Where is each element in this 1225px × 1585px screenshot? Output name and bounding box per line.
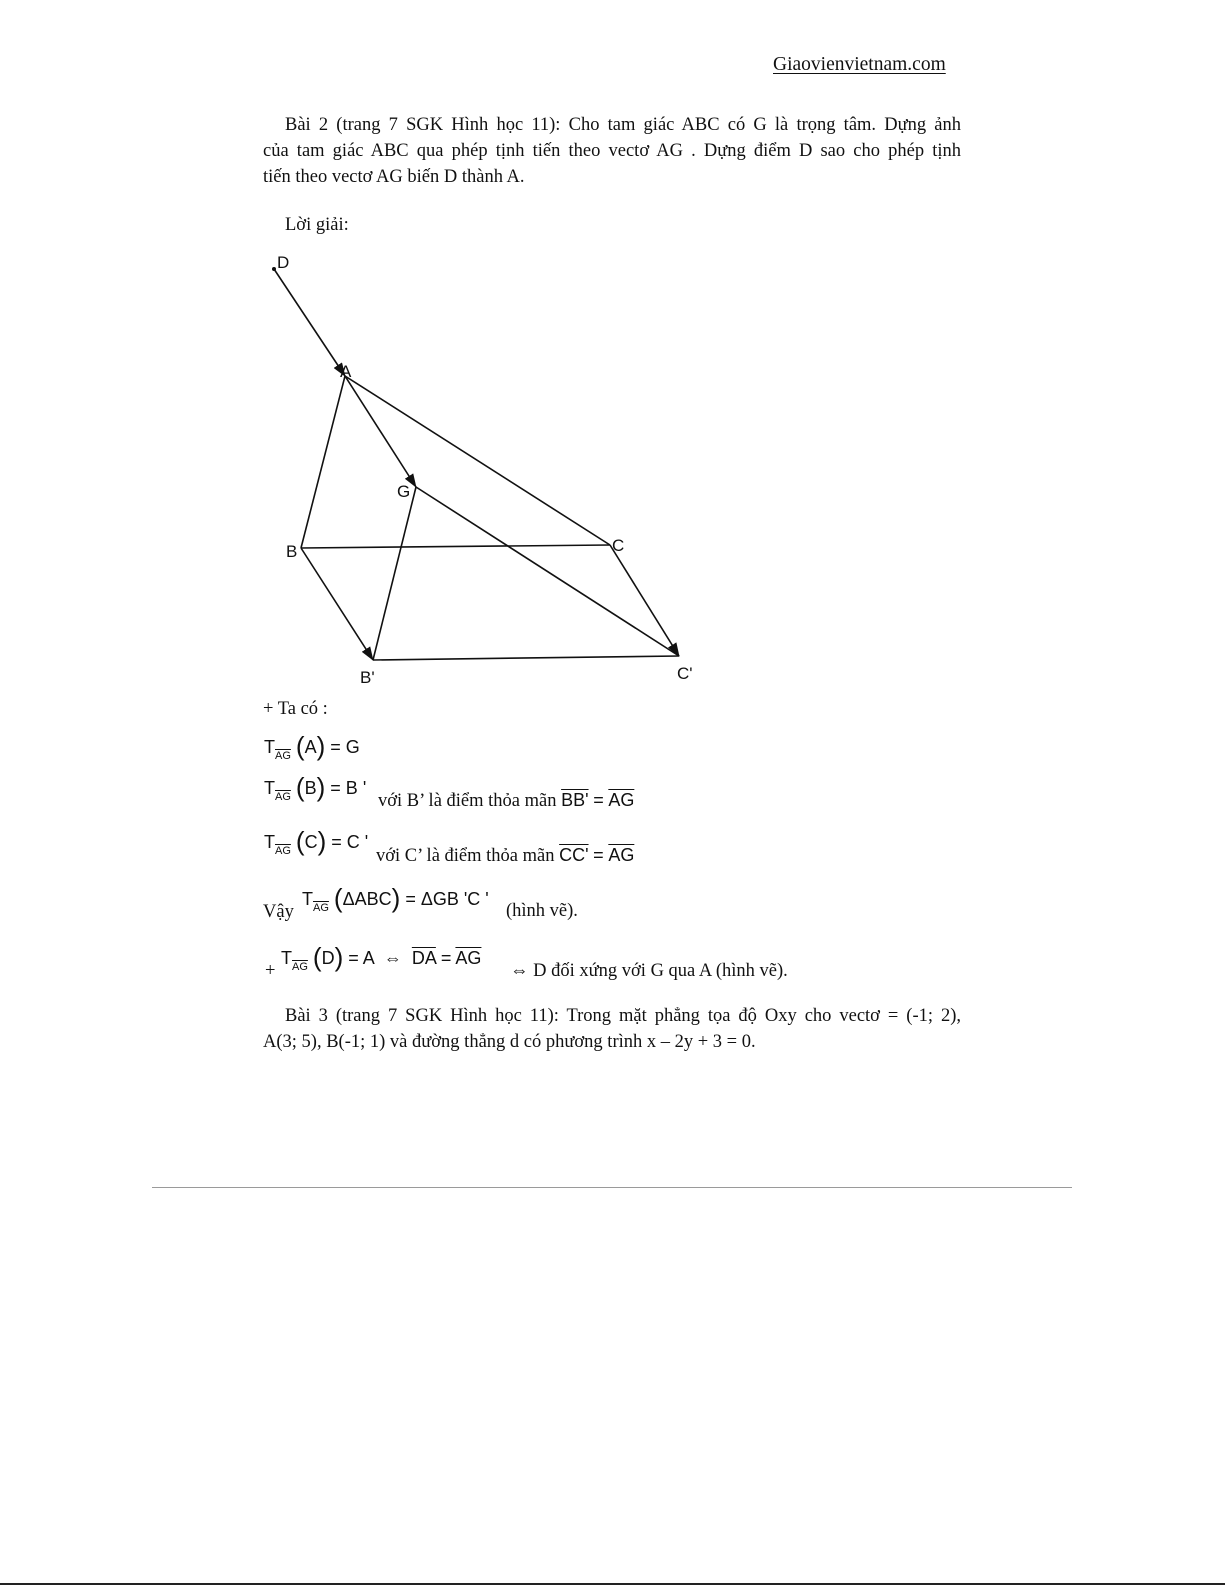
segment-b-bp — [301, 548, 373, 660]
label-c: C — [612, 536, 625, 555]
problem-3-line: Bài 3 (trang 7 SGK Hình học 11): Trong mặt phẳng tọa độ Oxy cho vectơ = (-1; 2), — [285, 1006, 961, 1026]
problem-2-line: tiến theo vectơ AG biến D thành A. — [263, 167, 525, 187]
formula-t-abc: $T_{\overline{AG}}$ (ΔABC) = ΔGB 'C ' — [302, 883, 489, 914]
footer-divider — [152, 1187, 1072, 1188]
segment-g-cp — [416, 487, 679, 656]
label-b: B — [286, 542, 298, 561]
formula-t-b: $T_{\overline{AG}}$ (B) = B ' — [264, 772, 367, 803]
formula-t-c: $T_{\overline{AG}}$ (C) = C ' — [264, 826, 369, 857]
label-b-prime: B' — [360, 668, 375, 687]
segment-a-c — [345, 376, 610, 545]
formula-d-conclusion: ⇔ D đối xứng với G qua A (hình vẽ). — [510, 961, 788, 981]
segment-b-c — [301, 545, 610, 548]
label-g: G — [397, 482, 411, 501]
segment-d-a — [274, 269, 345, 376]
segment-c-cp — [610, 545, 679, 656]
problem-3-statement — [263, 1003, 961, 1055]
formula-vay-prefix: Vậy — [263, 902, 294, 922]
label-a: A — [340, 362, 352, 381]
formula-plus-prefix: + — [265, 961, 276, 981]
problem-2-line: Bài 2 (trang 7 SGK Hình học 11): Cho tam giác ABC có G là trọng tâm. Dựng ảnh — [285, 115, 961, 135]
solution-label: Lời giải: — [285, 215, 349, 235]
formula-c-condition: với C’ là điểm thỏa mãn $CC' = \overline{AG}$ — [376, 845, 635, 866]
formula-b-condition: với B’ là điểm thỏa mãn $BB' = \overline{AG}$ — [378, 790, 635, 811]
site-name[interactable]: Giaovienvietnam.com — [773, 54, 946, 75]
formula-t-d: $T_{\overline{AG}}$ (D) = A ⇔ $\overline{DA} = \overline{AG}$ — [281, 942, 482, 973]
segment-g-bp — [373, 487, 416, 660]
segment-bp-cp — [373, 656, 679, 660]
translation-figure — [0, 0, 1225, 700]
point-d — [272, 267, 276, 271]
problem-3-line: A(3; 5), B(-1; 1) và đường thẳng d có phương trình x – 2y + 3 = 0. — [263, 1032, 756, 1052]
label-d: D — [277, 253, 290, 272]
segment-a-g — [345, 376, 416, 487]
label-c-prime: C' — [677, 664, 693, 683]
problem-2-line: của tam giác ABC qua phép tịnh tiến theo vectơ AG . Dựng điểm D sao cho phép tịnh — [263, 141, 961, 161]
ta-co-label: + Ta có : — [263, 699, 328, 719]
segment-a-b — [301, 376, 345, 548]
formula-vay-suffix: (hình vẽ). — [506, 901, 578, 921]
formula-t-a: $T_{\overline{AG}}$ (A) = G — [264, 731, 360, 762]
